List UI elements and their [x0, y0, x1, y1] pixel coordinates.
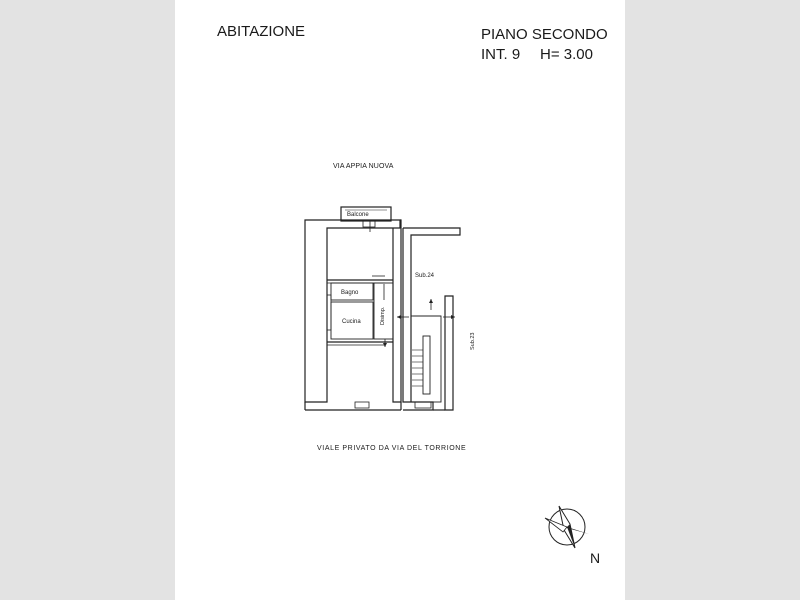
floor-plan-drawing: [175, 0, 625, 600]
street-label-top: VIA APPIA NUOVA: [333, 163, 394, 170]
floor-plan-sheet: [175, 0, 625, 600]
east-wall-upper: [393, 220, 401, 402]
street-label-bottom: VIALE PRIVATO DA VIA DEL TORRIONE: [317, 445, 467, 452]
north-label: N: [590, 550, 601, 566]
compass-rose: [545, 506, 589, 548]
storage-label: Disimp.: [380, 306, 386, 325]
stair-well: [411, 316, 441, 402]
floor-label: PIANO SECONDO: [481, 26, 608, 43]
stair-wall-west: [403, 228, 433, 410]
stair-core: [423, 336, 430, 394]
stair-wall-north: [403, 228, 460, 402]
plan-title: ABITAZIONE: [217, 23, 306, 40]
arrowheads: [383, 299, 455, 347]
unit-number: INT. 9: [481, 46, 521, 63]
bathroom-label: Bagno: [341, 290, 359, 296]
sub23-label: Sub.23: [470, 332, 476, 350]
kitchen-label: Cucina: [342, 319, 361, 325]
window-stair: [415, 402, 431, 408]
door-arrows: [370, 220, 455, 347]
sub23-wall: [445, 296, 453, 410]
window-south: [355, 402, 369, 408]
ceiling-height: H= 3.00: [540, 46, 593, 63]
balcony-label: Balcone: [347, 212, 369, 218]
sub24-label: Sub.24: [415, 273, 435, 279]
stair-steps: [412, 350, 423, 386]
